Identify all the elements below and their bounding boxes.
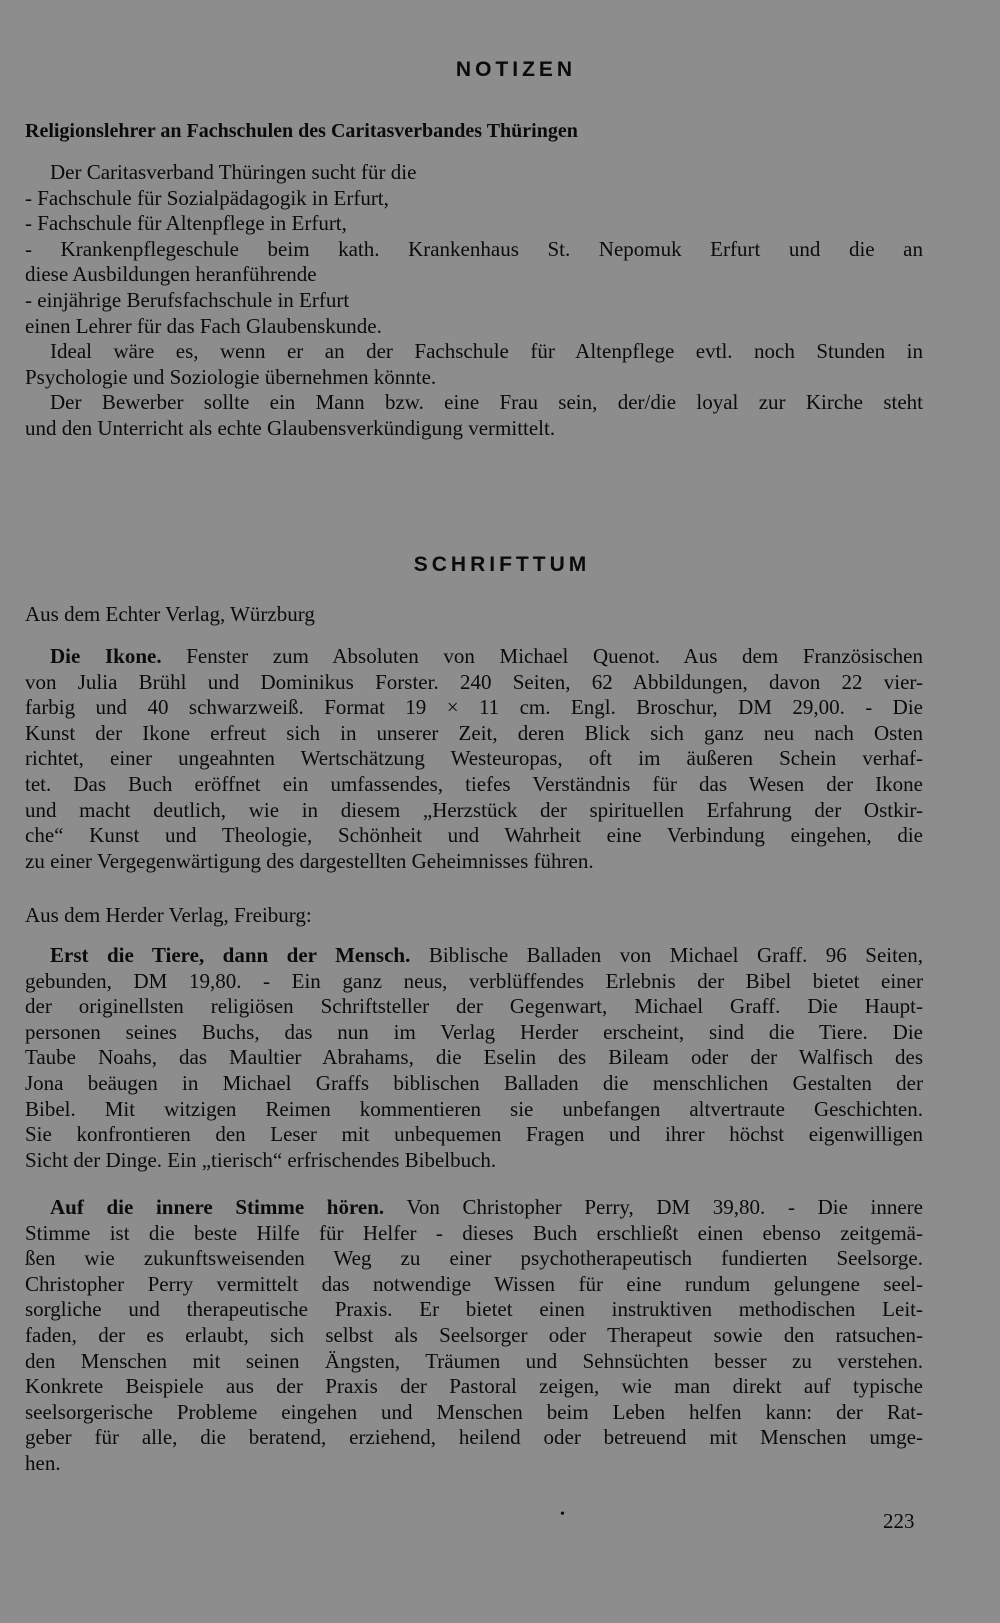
review-line: geber für alle, die beratend, erziehend, heilend oder betreuend mit Menschen umge-	[25, 1425, 923, 1450]
review-line: Bibel. Mit witzigen Reimen kommentieren sie unbefangen altvertraute Geschichten.	[25, 1096, 923, 1121]
notice-line: einen Lehrer für das Fach Glaubenskunde.	[25, 313, 382, 338]
review-line: che“ Kunst und Theologie, Schönheit und Wahrheit eine Verbindung eingehen, die	[25, 823, 923, 848]
review-line: und macht deutlich, wie in diesem „Herzstück der spirituellen Erfahrung der Ostkir-	[25, 797, 923, 822]
book-title: Erst die Tiere, dann der Mensch.	[50, 943, 411, 967]
review-line: Sie konfrontieren den Leser mit unbequemen Fragen und ihrer höchst eigenwilligen	[25, 1122, 923, 1147]
notice-line: Der Bewerber sollte ein Mann bzw. eine Frau sein, der/die loyal zur Kirche steht	[50, 390, 923, 415]
review-ikone	[25, 644, 923, 874]
review-line: Stimme ist die beste Hilfe für Helfer - dieses Buch erschließt einen ebenso zeitgemä-	[25, 1220, 923, 1245]
book-title: Auf die innere Stimme hören.	[50, 1195, 385, 1219]
review-text: Von Christopher Perry, DM 39,80. - Die innere	[384, 1195, 923, 1219]
review-line: tet. Das Buch eröffnet ein umfassendes, tiefes Verständnis für das Wesen der Ikone	[25, 771, 923, 796]
review-line: von Julia Brühl und Dominikus Forster. 240 Seiten, 62 Abbildungen, davon 22 vier-	[25, 669, 923, 694]
review-text: Biblische Balladen von Michael Graff. 96 Seiten,	[410, 943, 924, 967]
review-first-line	[25, 644, 923, 670]
notice-line: - Fachschule für Sozialpädagogik in Erfurt,	[25, 185, 389, 210]
review-innere-stimme	[25, 1195, 923, 1477]
review-line: sorgliche und therapeutische Praxis. Er bietet einen instruktiven methodischen Leit-	[25, 1297, 923, 1322]
schrifttum-heading: SCHRIFTTUM	[413, 553, 591, 576]
review-first-line	[25, 943, 923, 969]
review-line: Jona beäugen in Michael Graffs biblischen Balladen die menschlichen Gestalten der	[25, 1070, 923, 1095]
review-erst-die-tiere	[25, 943, 923, 1173]
review-line: der originellsten religiösen Schriftsteller der Gegenwart, Michael Graff. Die Haupt-	[25, 994, 923, 1019]
review-line: Christopher Perry vermittelt das notwendige Wissen für eine rundum gelungene seel-	[25, 1271, 923, 1296]
review-line: Kunst der Ikone erfreut sich in unserer Zeit, deren Blick sich ganz neu nach Osten	[25, 720, 923, 745]
review-line: richtet, einer ungeahnten Wertschätzung Westeuropas, oft im äußeren Schein verhaf-	[25, 746, 923, 771]
review-line: zu einer Vergegenwärtigung des dargestellten Geheimnisses führen.	[25, 848, 594, 873]
review-line: personen seines Buchs, das nun im Verlag Herder erscheint, sind die Tiere. Die	[25, 1019, 923, 1044]
review-line: Taube Noahs, das Maultier Abrahams, die Eselin des Bileam oder der Walfisch des	[25, 1045, 923, 1070]
notice-line: - einjährige Berufsfachschule in Erfurt	[25, 287, 350, 312]
notice-line: Ideal wäre es, wenn er an der Fachschule für Altenpflege evtl. noch Stunden in	[50, 339, 923, 364]
review-line: faden, der es erlaubt, sich selbst als Seelsorger oder Therapeut sowie den ratsuchen-	[25, 1322, 923, 1347]
review-line: seelsorgerische Probleme eingehen und Menschen beim Leben helfen kann: der Rat-	[25, 1399, 923, 1424]
notice-title: Religionslehrer an Fachschulen des Caritasverbandes Thüringen	[25, 120, 578, 142]
review-line: gebunden, DM 19,80. - Ein ganz neus, verblüffendes Erlebnis der Bibel bietet einer	[25, 968, 923, 993]
notice-body	[25, 160, 923, 442]
notice-line: Psychologie und Soziologie übernehmen könnte.	[25, 364, 437, 389]
notice-line: - Krankenpflegeschule beim kath. Krankenhaus St. Nepomuk Erfurt und die an	[25, 236, 923, 261]
review-first-line	[25, 1195, 923, 1221]
review-text: Fenster zum Absoluten von Michael Quenot. Aus dem Französischen	[161, 644, 923, 668]
review-line: den Menschen mit seinen Ängsten, Träumen und Sehnsüchten besser zu verstehen.	[25, 1348, 923, 1373]
review-line: hen.	[25, 1450, 61, 1475]
publisher-label-herder: Aus dem Herder Verlag, Freiburg:	[25, 903, 312, 927]
notice-line: - Fachschule für Altenpflege in Erfurt,	[25, 211, 347, 236]
notizen-heading: NOTIZEN	[455, 58, 577, 81]
review-line: farbig und 40 schwarzweiß. Format 19 × 11 cm. Engl. Broschur, DM 29,00. - Die	[25, 695, 923, 720]
review-line: Sicht der Dinge. Ein „tierisch“ erfrischendes Bibelbuch.	[25, 1147, 497, 1172]
notice-line: und den Unterricht als echte Glaubensverkündigung vermittelt.	[25, 415, 556, 440]
notice-line: diese Ausbildungen heranführende	[25, 262, 317, 287]
book-title: Die Ikone.	[50, 644, 162, 668]
review-line: Konkrete Beispiele aus der Praxis der Pastoral zeigen, wie man direkt auf typische	[25, 1374, 923, 1399]
stray-mark: •	[560, 1507, 565, 1522]
page-number: 223	[883, 1509, 915, 1533]
publisher-label-echter: Aus dem Echter Verlag, Würzburg	[25, 602, 315, 626]
review-line: ßen wie zukunftsweisenden Weg zu einer psychotherapeutisch fundierten Seelsorge.	[25, 1246, 923, 1271]
notice-line: Der Caritasverband Thüringen sucht für die	[50, 160, 417, 184]
